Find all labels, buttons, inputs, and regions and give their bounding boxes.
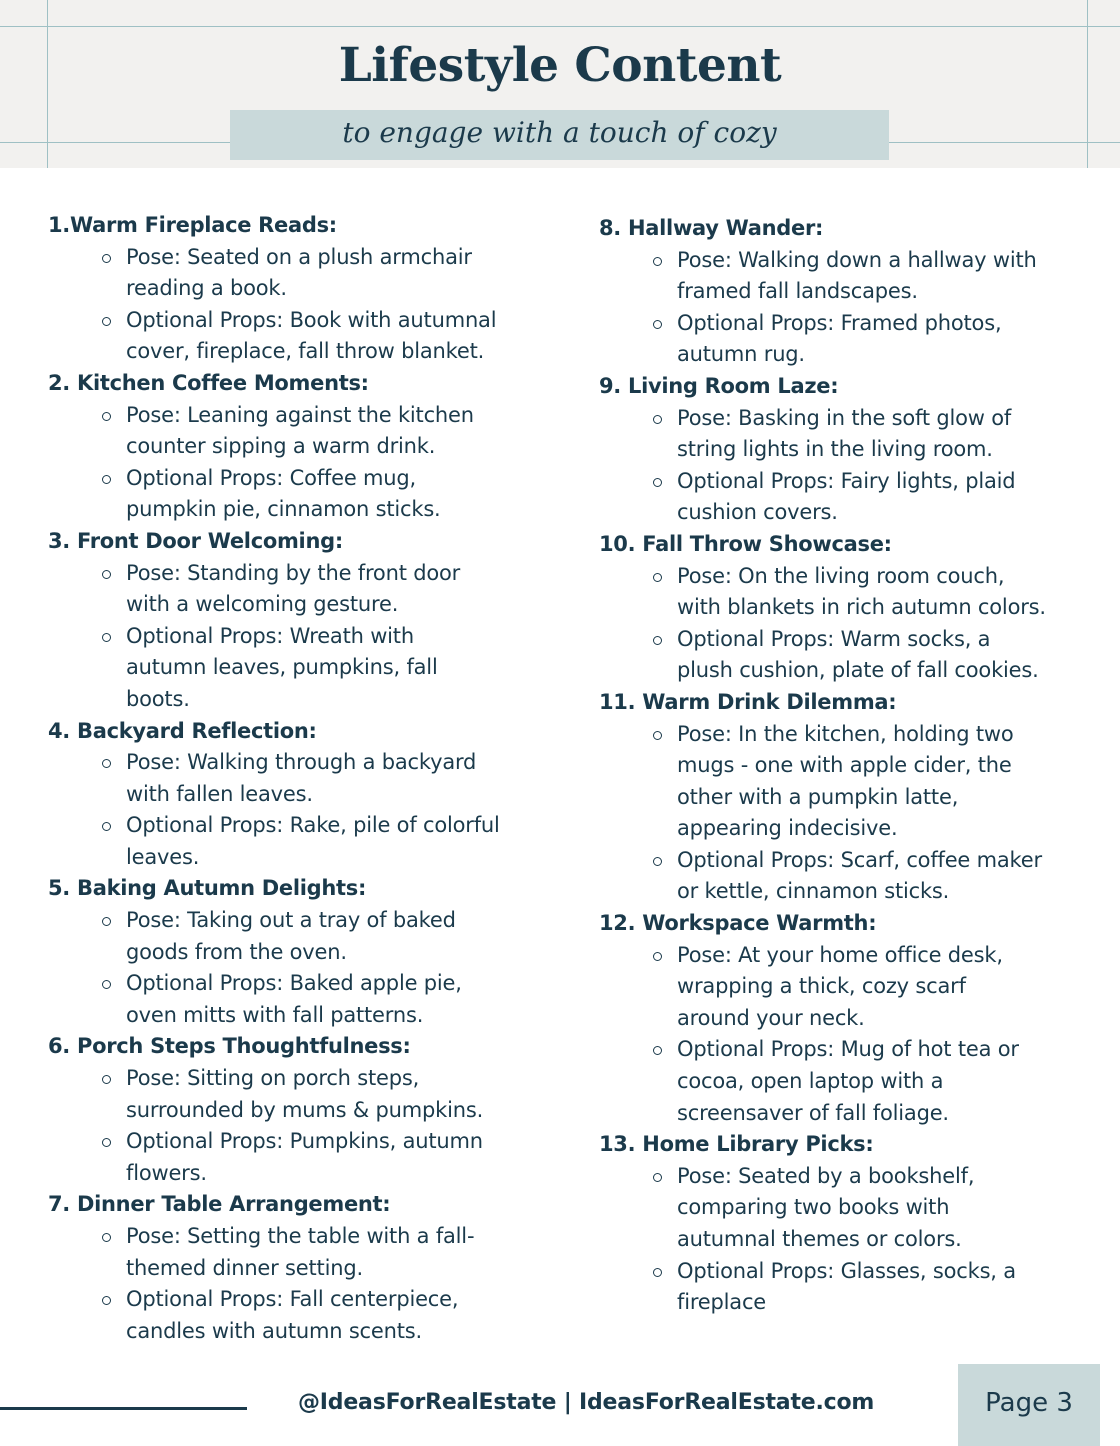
sub-list <box>599 940 1089 1130</box>
list-item-text: surrounded by mums & pumpkins. <box>126 1097 484 1122</box>
list-item-continuation <box>48 1000 548 1032</box>
list-item-continuation <box>599 1192 1089 1224</box>
footer-divider <box>0 1407 247 1410</box>
list-item-text: Optional Props: Rake, pile of colorful <box>126 813 500 838</box>
list-item-text: Optional Props: Framed photos, <box>677 310 1002 335</box>
sub-list <box>48 747 548 873</box>
list-item-text: Optional Props: Glasses, socks, a <box>677 1258 1016 1283</box>
list-item <box>599 845 1089 877</box>
list-item-text: autumnal themes or colors. <box>677 1227 962 1251</box>
sub-list <box>599 719 1089 909</box>
list-item-text: around your neck. <box>677 1005 865 1030</box>
list-item-text: autumn leaves, pumpkins, fall <box>126 655 438 680</box>
list-item <box>599 561 1089 593</box>
circle-bullet-icon <box>653 636 662 645</box>
sub-list <box>599 403 1089 529</box>
circle-bullet-icon <box>102 759 111 768</box>
list-item-continuation <box>599 1224 1089 1256</box>
list-item-continuation <box>48 273 548 305</box>
list-item <box>48 242 548 274</box>
circle-bullet-icon <box>102 1138 111 1147</box>
sub-list <box>48 400 548 526</box>
list-item-text: pumpkin pie, cinnamon sticks. <box>126 497 441 522</box>
list-item-continuation <box>599 655 1089 687</box>
list-item-continuation <box>48 494 548 526</box>
list-item-text: appearing indecisive. <box>677 816 898 841</box>
sub-list <box>48 242 548 368</box>
item-heading: 6. Porch Steps Thoughtfulness: <box>48 1034 411 1059</box>
list-item-text: candles with autumn scents. <box>126 1318 422 1343</box>
list-item-text: Pose: Walking down a hallway with <box>677 247 1037 272</box>
list-item <box>48 1126 548 1158</box>
list-item-text: or kettle, cinnamon sticks. <box>677 879 950 904</box>
list-item <box>48 463 548 495</box>
circle-bullet-icon <box>102 1296 111 1305</box>
item-heading: 2. Kitchen Coffee Moments: <box>48 370 369 395</box>
list-item-text: Optional Props: Scarf, coffee maker <box>677 847 1042 872</box>
right-column <box>599 213 1089 1319</box>
list-item <box>599 1256 1089 1288</box>
circle-bullet-icon <box>102 317 111 326</box>
sub-list <box>48 558 548 716</box>
list-item-text: cover, fireplace, fall throw blanket. <box>126 339 485 364</box>
list-item-text: flowers. <box>126 1160 207 1185</box>
circle-bullet-icon <box>653 478 662 487</box>
item-heading: 10. Fall Throw Showcase: <box>599 531 892 556</box>
list-item-continuation <box>599 782 1089 814</box>
item-heading: 4. Backyard Reflection: <box>48 718 317 743</box>
list-item <box>599 308 1089 340</box>
list-item <box>599 245 1089 277</box>
item-heading: 11. Warm Drink Dilemma: <box>599 689 897 714</box>
item-heading: 13. Home Library Picks: <box>599 1132 874 1157</box>
list-item-text: leaves. <box>126 844 200 869</box>
circle-bullet-icon <box>653 320 662 329</box>
list-item-text: cushion covers. <box>677 500 838 525</box>
list-item-text: Optional Props: Wreath with <box>126 623 414 648</box>
list-item <box>48 905 548 937</box>
list-item-continuation <box>48 684 548 716</box>
list-item-text: autumn rug. <box>677 342 805 367</box>
list-item-text: Pose: Seated by a bookshelf, <box>677 1163 975 1188</box>
list-item <box>48 1221 548 1253</box>
list-item-text: Pose: At your home office desk, <box>677 942 1003 967</box>
list-item-text: goods from the oven. <box>126 939 347 964</box>
list-item <box>599 1034 1089 1066</box>
circle-bullet-icon <box>102 1075 111 1084</box>
list-item-text: with blankets in rich autumn colors. <box>677 595 1046 620</box>
list-item-continuation <box>599 1003 1089 1035</box>
list-item-text: Pose: Leaning against the kitchen <box>126 402 474 427</box>
list-item-text: Pose: In the kitchen, holding two <box>677 721 1014 746</box>
circle-bullet-icon <box>102 475 111 484</box>
list-item-continuation <box>599 813 1089 845</box>
list-item-text: string lights in the living room. <box>677 437 993 462</box>
list-item-continuation <box>48 779 548 811</box>
list-item-continuation <box>599 1098 1089 1130</box>
list-item-text: Optional Props: Warm socks, a <box>677 626 991 651</box>
list-item-text: Pose: Taking out a tray of baked <box>126 908 456 933</box>
list-item-text: Pose: Sitting on porch steps, <box>126 1066 420 1091</box>
circle-bullet-icon <box>102 980 111 989</box>
circle-bullet-icon <box>102 570 111 579</box>
circle-bullet-icon <box>653 1173 662 1182</box>
list-item-text: screensaver of fall foliage. <box>677 1100 949 1125</box>
list-item <box>599 719 1089 751</box>
list-item-text: mugs - one with apple cider, the <box>677 753 1012 778</box>
item-heading: 8. Hallway Wander: <box>599 216 824 240</box>
circle-bullet-icon <box>653 573 662 582</box>
list-item-continuation <box>599 276 1089 308</box>
list-item-text: counter sipping a warm drink. <box>126 434 436 459</box>
circle-bullet-icon <box>653 415 662 424</box>
frame-line-right <box>889 142 1120 143</box>
circle-bullet-icon <box>102 917 111 926</box>
list-item <box>48 400 548 432</box>
list-item-continuation <box>599 971 1089 1003</box>
list-item <box>48 747 548 779</box>
list-item-text: oven mitts with fall patterns. <box>126 1002 424 1027</box>
list-item-text: boots. <box>126 686 190 711</box>
list-item-text: other with a pumpkin latte, <box>677 784 959 809</box>
circle-bullet-icon <box>653 952 662 961</box>
list-item-continuation <box>48 937 548 969</box>
list-item-continuation <box>48 1316 548 1348</box>
list-item-continuation <box>48 1095 548 1127</box>
list-item-text: fireplace <box>677 1290 767 1315</box>
circle-bullet-icon <box>653 1046 662 1055</box>
list-item <box>48 305 548 337</box>
subtitle-band <box>230 110 889 160</box>
frame-line-left <box>0 142 230 143</box>
list-item <box>599 1161 1089 1193</box>
list-item-continuation <box>599 1066 1089 1098</box>
circle-bullet-icon <box>102 822 111 831</box>
list-item-text: Optional Props: Baked apple pie, <box>126 971 462 996</box>
list-item-text: Optional Props: Coffee mug, <box>126 465 416 490</box>
list-item <box>599 940 1089 972</box>
list-item-continuation <box>599 434 1089 466</box>
page-number-box <box>958 1364 1100 1446</box>
sub-list <box>599 561 1089 687</box>
sub-list <box>48 905 548 1031</box>
sub-list <box>48 1063 548 1189</box>
page-subtitle: to engage with a touch of cozy <box>342 116 777 149</box>
list-item <box>599 466 1089 498</box>
list-item-continuation <box>48 1158 548 1190</box>
circle-bullet-icon <box>653 1268 662 1277</box>
list-item-continuation <box>48 842 548 874</box>
item-heading: 1.Warm Fireplace Reads: <box>48 213 337 237</box>
item-heading: 12. Workspace Warmth: <box>599 911 877 936</box>
item-heading: 5. Baking Autumn Delights: <box>48 876 367 901</box>
list-item <box>599 403 1089 435</box>
list-item-text: Optional Props: Pumpkins, autumn <box>126 1129 483 1154</box>
list-item-continuation <box>48 431 548 463</box>
list-item-continuation <box>599 592 1089 624</box>
list-item-text: themed dinner setting. <box>126 1255 363 1280</box>
item-heading: 9. Living Room Laze: <box>599 373 839 398</box>
list-item <box>48 558 548 590</box>
circle-bullet-icon <box>653 731 662 740</box>
frame-line-top <box>0 26 1120 27</box>
circle-bullet-icon <box>653 857 662 866</box>
list-item-continuation <box>599 750 1089 782</box>
list-item-text: cocoa, open laptop with a <box>677 1069 944 1094</box>
list-item-text: Optional Props: Fall centerpiece, <box>126 1287 459 1312</box>
list-item <box>48 1063 548 1095</box>
list-item-continuation <box>48 652 548 684</box>
list-item-continuation <box>599 339 1089 371</box>
circle-bullet-icon <box>102 633 111 642</box>
circle-bullet-icon <box>653 257 662 266</box>
list-item-text: Pose: Standing by the front door <box>126 560 461 585</box>
circle-bullet-icon <box>102 1233 111 1242</box>
item-heading: 7. Dinner Table Arrangement: <box>48 1192 391 1217</box>
list-item-text: Pose: Basking in the soft glow of <box>677 405 1012 430</box>
list-item-text: framed fall landscapes. <box>677 279 918 304</box>
footer-contact: @IdeasForRealEstate | IdeasForRealEstate.com <box>298 1390 875 1415</box>
list-item-continuation <box>599 497 1089 529</box>
list-item-text: comparing two books with <box>677 1195 950 1220</box>
left-column <box>48 210 548 1347</box>
list-item-text: Pose: Walking through a backyard <box>126 750 477 775</box>
list-item <box>48 810 548 842</box>
list-item-continuation <box>48 1253 548 1285</box>
list-item-continuation <box>48 336 548 368</box>
list-item-text: Pose: Setting the table with a fall- <box>126 1224 475 1248</box>
circle-bullet-icon <box>102 412 111 421</box>
list-item <box>48 621 548 653</box>
sub-list <box>599 245 1089 371</box>
list-item-text: with a welcoming gesture. <box>126 592 399 617</box>
page-title: Lifestyle Content <box>338 38 782 93</box>
list-item-text: plush cushion, plate of fall cookies. <box>677 658 1039 683</box>
list-item-text: Optional Props: Book with autumnal <box>126 307 497 332</box>
list-item-continuation <box>599 1287 1089 1319</box>
list-item-continuation <box>48 589 548 621</box>
list-item-text: Optional Props: Mug of hot tea or <box>677 1037 1019 1062</box>
list-item-text: reading a book. <box>126 276 287 301</box>
list-item-text: with fallen leaves. <box>126 781 313 806</box>
page-number: Page 3 <box>985 1388 1073 1418</box>
list-item-text: Optional Props: Fairy lights, plaid <box>677 468 1016 493</box>
sub-list <box>599 1161 1089 1319</box>
list-item-text: wrapping a thick, cozy scarf <box>677 974 966 999</box>
list-item-continuation <box>599 876 1089 908</box>
list-item <box>599 624 1089 656</box>
list-item <box>48 968 548 1000</box>
item-heading: 3. Front Door Welcoming: <box>48 528 343 553</box>
list-item-text: Pose: Seated on a plush armchair <box>126 244 472 269</box>
list-item-text: Pose: On the living room couch, <box>677 563 1005 588</box>
circle-bullet-icon <box>102 254 111 263</box>
list-item <box>48 1284 548 1316</box>
sub-list <box>48 1221 548 1347</box>
